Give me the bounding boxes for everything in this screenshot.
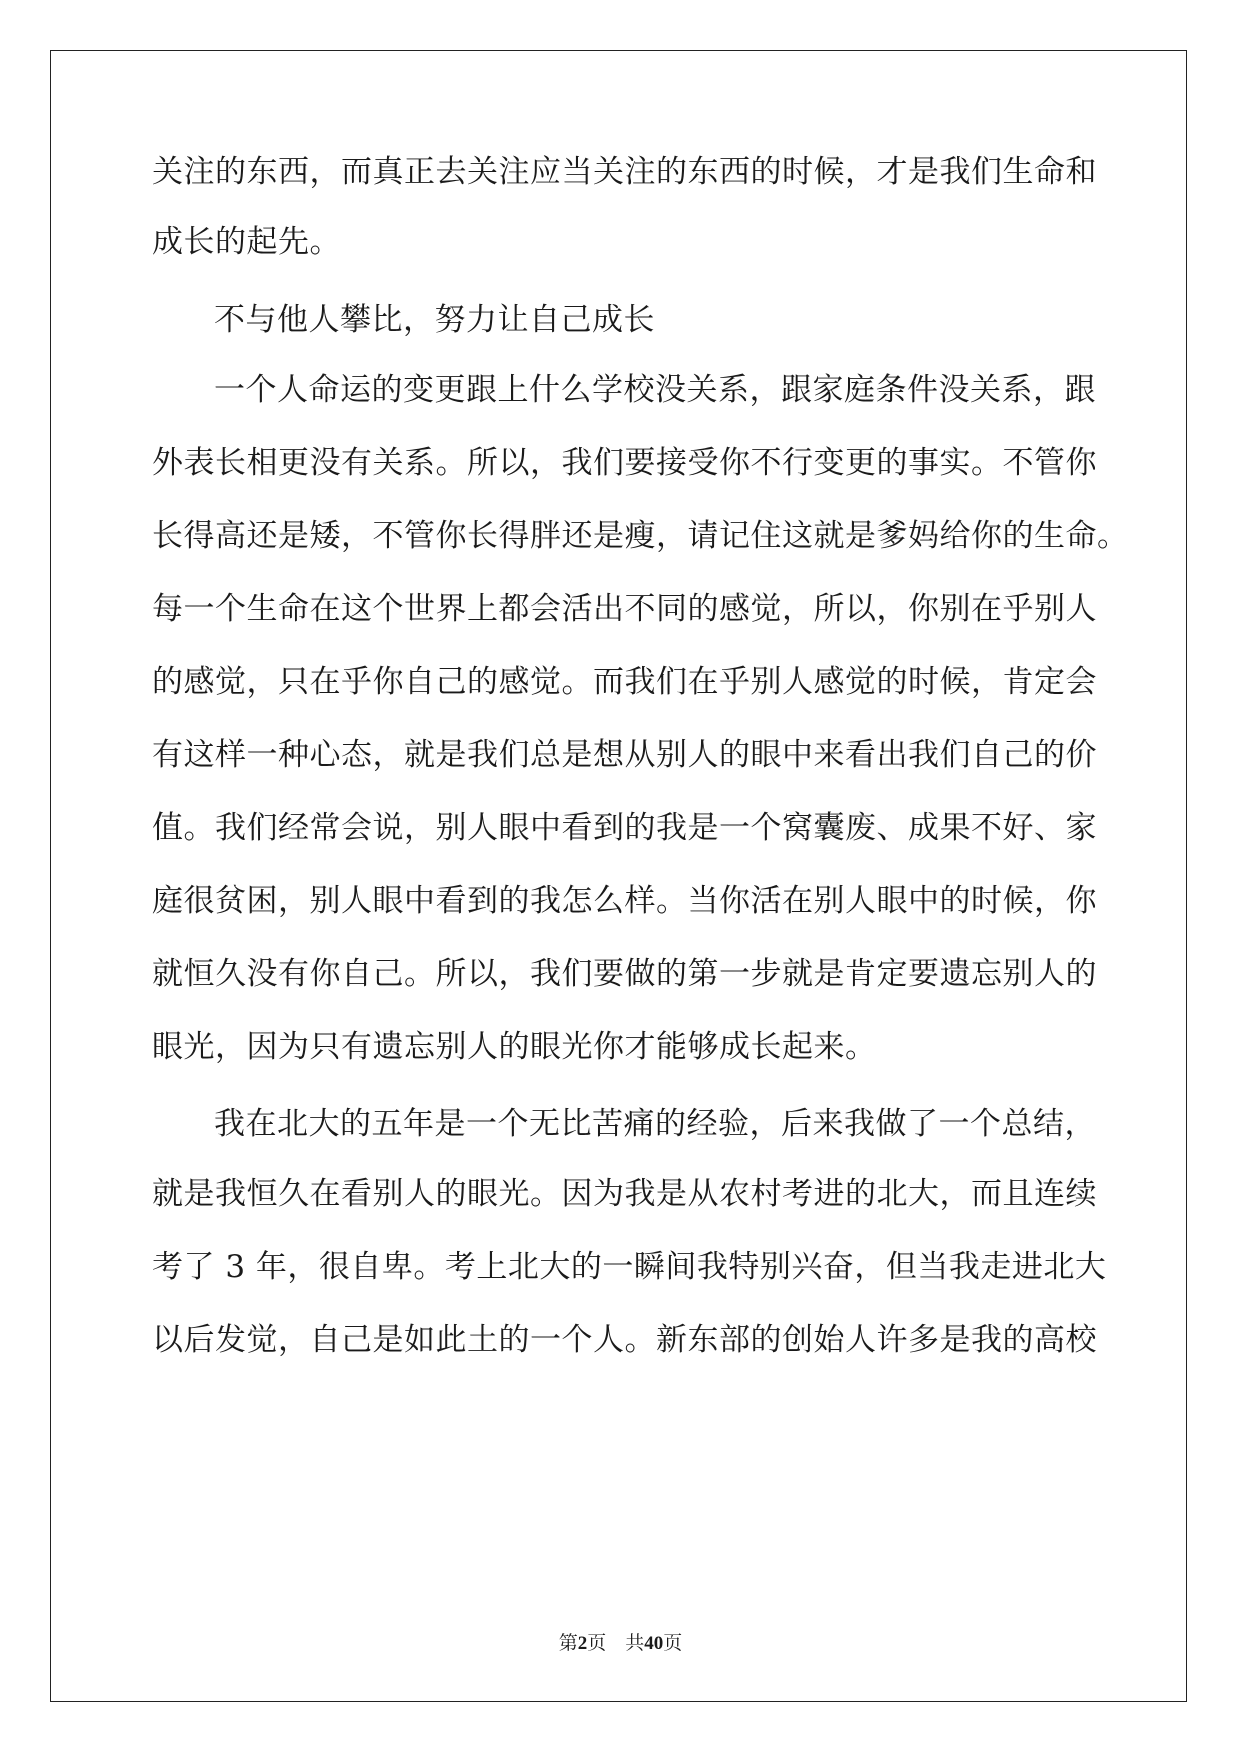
text-line: 以后发觉，自己是如此土的一个人。新东部的创始人许多是我的高校 bbox=[152, 1322, 1097, 1358]
text-line: 关注的东西，而真正去关注应当关注的东西的时候，才是我们生命和 bbox=[152, 154, 1097, 190]
text-line: 考了 3 年，很自卑。考上北大的一瞬间我特别兴奋，但当我走进北大 bbox=[152, 1249, 1107, 1285]
paragraph-first-line: 一个人命运的变更跟上什么学校没关系，跟家庭条件没关系，跟 bbox=[214, 372, 1096, 408]
section-heading: 不与他人攀比，努力让自己成长 bbox=[214, 302, 655, 338]
text-line: 每一个生命在这个世界上都会活出不同的感觉，所以，你别在乎别人 bbox=[152, 591, 1097, 627]
page-mid: 页 共 bbox=[587, 1633, 645, 1654]
page-footer bbox=[0, 1628, 1241, 1655]
text-line: 就是我恒久在看别人的眼光。因为我是从农村考进的北大，而且连续 bbox=[152, 1176, 1097, 1212]
page-border bbox=[50, 50, 1187, 1702]
text-line: 长得高还是矮，不管你长得胖还是瘦，请记住这就是爹妈给你的生命。 bbox=[152, 518, 1129, 554]
current-page-number: 2 bbox=[577, 1633, 588, 1654]
text-line: 就恒久没有你自己。所以，我们要做的第一步就是肯定要遗忘别人的 bbox=[152, 956, 1097, 992]
total-page-number: 40 bbox=[644, 1633, 664, 1654]
page-suffix: 页 bbox=[663, 1633, 683, 1654]
text-line: 的感觉，只在乎你自己的感觉。而我们在乎别人感觉的时候，肯定会 bbox=[152, 664, 1097, 700]
text-line: 庭很贫困，别人眼中看到的我怎么样。当你活在别人眼中的时候，你 bbox=[152, 883, 1097, 919]
paragraph-first-line: 我在北大的五年是一个无比苦痛的经验，后来我做了一个总结， bbox=[214, 1106, 1096, 1142]
text-line: 成长的起先。 bbox=[152, 224, 341, 260]
page-prefix: 第 bbox=[558, 1633, 578, 1654]
text-line: 有这样一种心态，就是我们总是想从别人的眼中来看出我们自己的价 bbox=[152, 737, 1097, 773]
text-line: 值。我们经常会说，别人眼中看到的我是一个窝囊废、成果不好、家 bbox=[152, 810, 1097, 846]
text-line: 外表长相更没有关系。所以，我们要接受你不行变更的事实。不管你 bbox=[152, 445, 1097, 481]
text-line: 眼光，因为只有遗忘别人的眼光你才能够成长起来。 bbox=[152, 1029, 877, 1065]
